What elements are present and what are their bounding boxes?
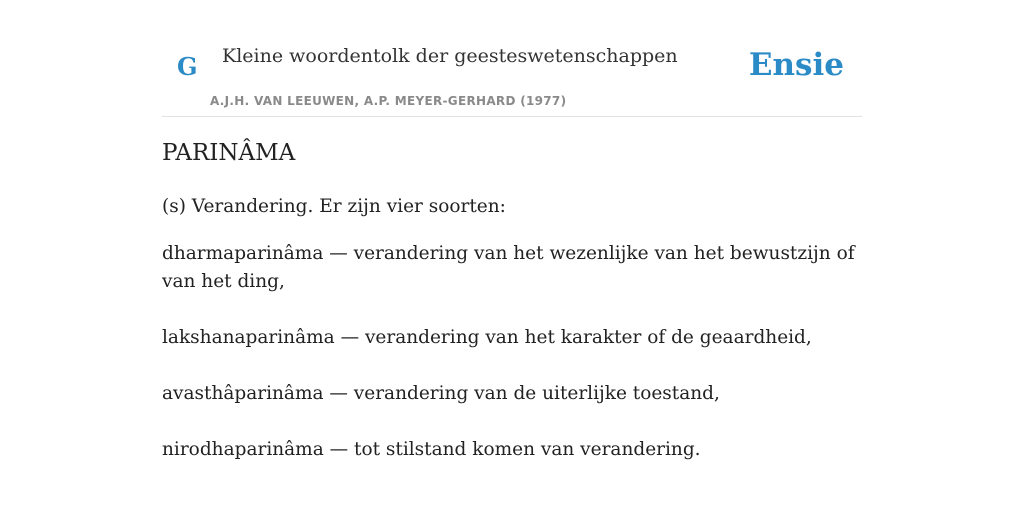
book-logo[interactable]: G: [177, 52, 198, 81]
definition-list: [162, 240, 862, 464]
brand-logo[interactable]: Ensie: [748, 47, 844, 83]
definition-item: nirodhaparinâma — tot stilstand komen van verandering.: [162, 439, 701, 460]
page: [162, 0, 862, 460]
entry-intro: (s) Verandering. Er zijn vier soorten:: [162, 196, 506, 217]
definition-item: dharmaparinâma — verandering van het wezenlijke van het bewustzijn of van het ding,: [162, 243, 855, 292]
entry-body: [162, 193, 862, 492]
definition-item: avasthâparinâma — verandering van de uiterlijke toestand,: [162, 383, 720, 404]
book-title[interactable]: Kleine woordentolk der geesteswetenschappen: [222, 45, 678, 67]
book-header: [162, 0, 862, 117]
definition-item: lakshanaparinâma — verandering van het karakter of de geaardheid,: [162, 327, 812, 348]
book-authors: A.J.H. VAN LEEUWEN, A.P. MEYER-GERHARD (1977): [210, 94, 567, 108]
entry-title: PARINÂMA: [162, 140, 296, 166]
